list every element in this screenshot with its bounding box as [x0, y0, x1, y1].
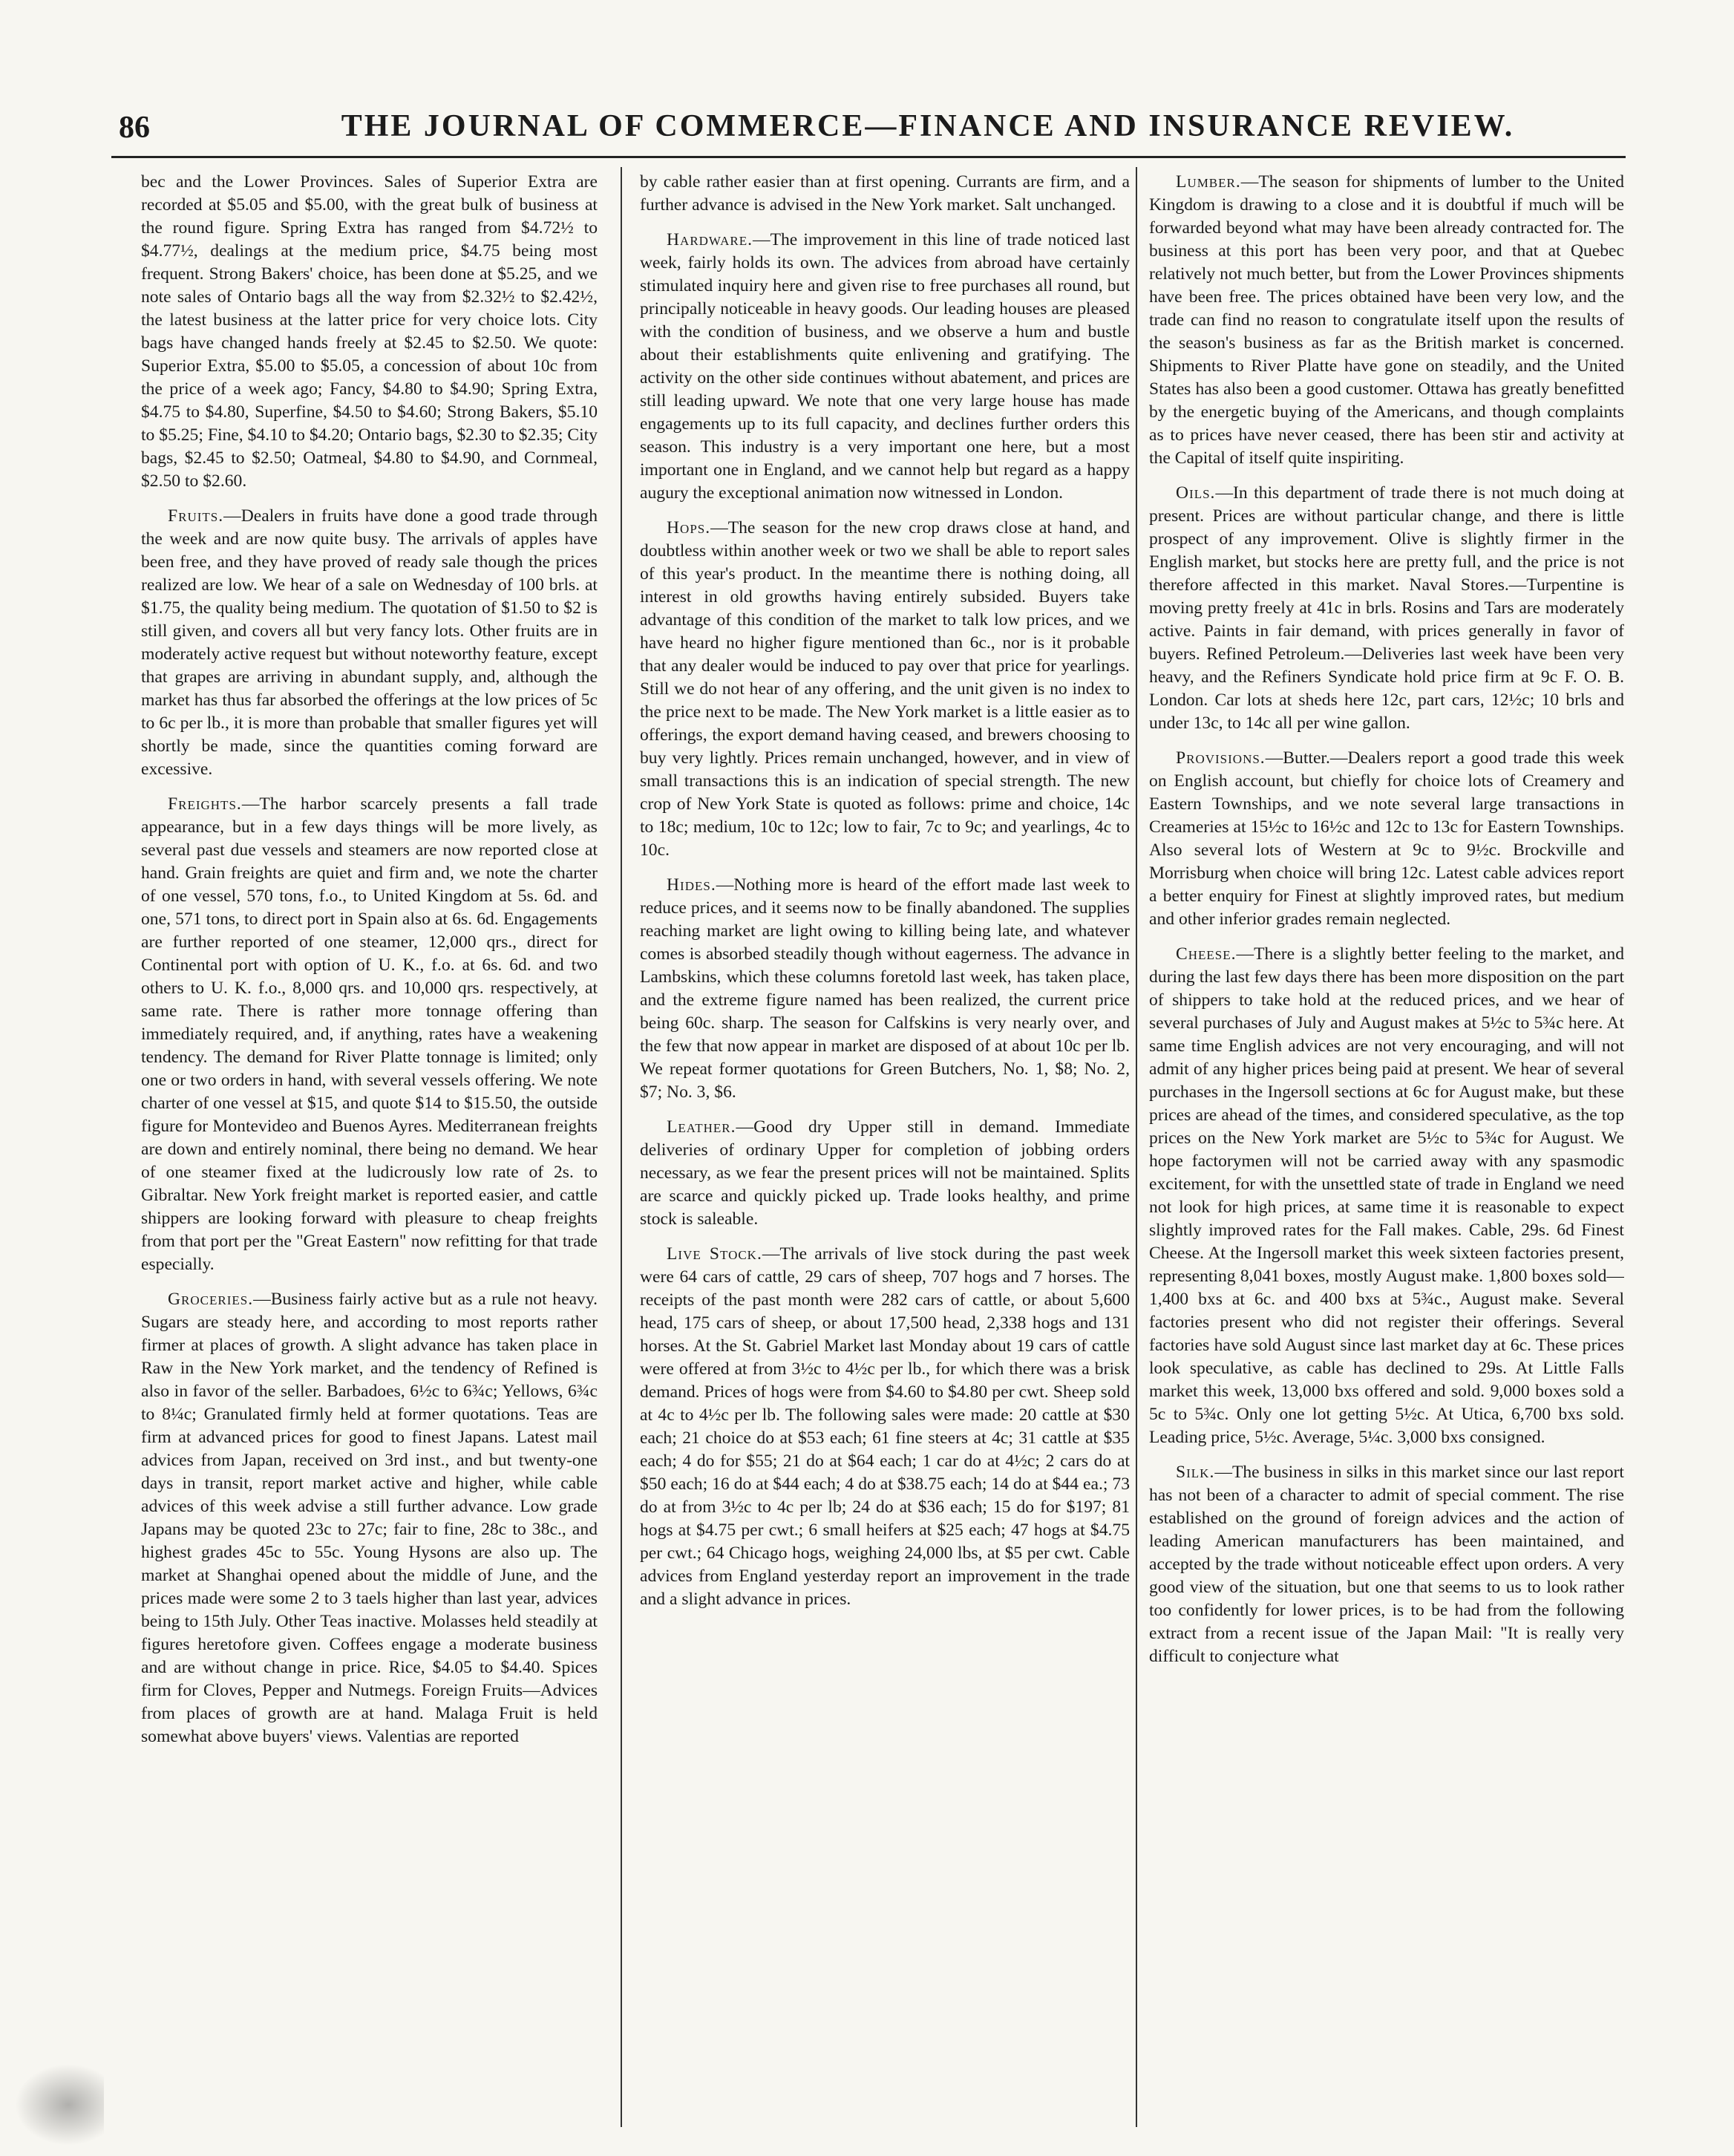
- article-paragraph: [640, 517, 1130, 862]
- column-3: [1149, 171, 1624, 2146]
- paragraph-text: bec and the Lower Provinces. Sales of Superior Extra are recorded at $5.05 and $5.00, with the great bulk of business at the round figure. Spring Extra has ranged from $4.72½ to $4.77½, dealings at the medium price, $4.75 being most frequent. Strong Bakers' choice, has been done at $5.25, and we note sales of Ontario bags all the way from $2.32½ to $2.42½, the latest business at the latter price for very choice lots. City bags have changed hands freely at $2.45 to $2.50. We quote: Superior Extra, $5.00 to $5.05, a concession of about 10c from the price of a week ago; Fancy, $4.80 to $4.90; Spring Extra, $4.75 to $4.80, Superfine, $4.50 to $4.60; Strong Bakers, $5.10 to $5.25; Fine, $4.10 to $4.20; Ontario bags, $2.30 to $2.35; City bags, $2.45 to $2.50; Oatmeal, $4.80 to $4.90, and Cornmeal, $2.50 to $2.60.: [141, 172, 598, 491]
- article-paragraph: [640, 1243, 1130, 1611]
- article-paragraph: [1149, 747, 1624, 931]
- article-paragraph: [1149, 482, 1624, 735]
- article-paragraph: [640, 171, 1130, 217]
- section-heading: Freights.: [168, 794, 242, 814]
- paragraph-text: by cable rather easier than at first opening. Currants are firm, and a further advance is advised in the New York market. Salt unchanged.: [640, 172, 1130, 215]
- article-paragraph: [640, 874, 1130, 1104]
- page-header: [111, 104, 1626, 148]
- article-paragraph: [640, 229, 1130, 505]
- paragraph-text: —Dealers in fruits have done a good trade through the week and are now quite busy. The arrivals of apples have been free, and they have proved of ready sale though the prices realized are low. We hear of a sale on Wednesday of 100 brls. at $1.75, the quality being medium. The quotation of $1.50 to $2 is still given, and covers all but very fancy lots. Other fruits are in moderately active request but without noteworthy feature, except that grapes are arriving in abundant supply, and, although the market has thus far absorbed the offerings at the low prices of 5c to 6c per lb., it is more than probable that smaller figures yet will shortly be made, since the quantities coming forward are excessive.: [141, 506, 598, 779]
- paragraph-text: —Good dry Upper still in demand. Immediate deliveries of ordinary Upper for completion of jobbing orders necessary, as we fear the present prices will not be maintained. Splits are scarce and quickly picked up. Trade looks healthy, and prime stock is saleable.: [640, 1117, 1130, 1229]
- article-paragraph: [1149, 1461, 1624, 1668]
- paragraph-text: —Business fairly active but as a rule not heavy. Sugars are steady here, and according to most reports rather firmer at places of growth. A slight advance has taken place in Raw in the New York market, and the tendency of Refined is also in favor of the seller. Barbadoes, 6½c to 6¾c; Yellows, 6¾c to 8¼c; Granulated firmly held at former quotations. Teas are firm at advanced prices for good to finest Japans. Latest mail advices from Japan, received on 3rd inst., and but twenty-one days in transit, report market active and higher, while cable advices of this week advise a still further advance. Low grade Japans may be quoted 23c to 27c; fair to fine, 28c to 38c., and highest grades 45c to 55c. Young Hysons are also up. The market at Shanghai opened about the middle of June, and the prices made were some 2 to 3 taels higher than last year, advices being to 15th July. Other Teas inactive. Molasses held steadily at figures heretofore given. Coffees engage a moderate business and are without change in price. Rice, $4.05 to $4.40. Spices firm for Cloves, Pepper and Nutmegs. Foreign Fruits—Advices from places of growth are at hand. Malaga Fruit is held somewhat above buyers' views. Valentias are reported: [141, 1290, 598, 1746]
- header-rule: [111, 156, 1626, 158]
- paragraph-text: —The business in silks in this market since our last report has not been of a character to admit of special comment. The rise established on the ground of foreign advices and the action of leading American manufacturers has been maintained, and accepted by the trade without noticeable effect upon orders. A very good view of the situation, but one that seems to us to look rather too confidently for lower prices, is to be had from the following extract from a recent issue of the Japan Mail: "It is really very difficult to conjecture what: [1149, 1463, 1624, 1666]
- page-title: THE JOURNAL OF COMMERCE—FINANCE AND INSURANCE REVIEW.: [341, 109, 1515, 143]
- article-paragraph: [141, 505, 598, 781]
- section-heading: Fruits.: [168, 506, 224, 526]
- section-heading: Lumber.: [1176, 172, 1241, 192]
- section-heading: Live Stock.: [667, 1244, 762, 1264]
- page-smudge: [15, 2064, 104, 2146]
- section-heading: Hops.: [667, 518, 711, 538]
- section-heading: Leather.: [667, 1117, 736, 1137]
- column-2: [640, 171, 1130, 2146]
- column-1: [141, 171, 598, 2146]
- paragraph-text: —There is a slightly better feeling to the market, and during the last few days there has been more disposition on the part of shippers to take hold at the reduced prices, and we hear of several purchases of July and August makes at 5½c to 5¾c here. At same time English advices are not very encouraging, and will not admit of any higher prices being paid at present. We hear of several purchases in the Ingersoll sections at 6c for August make, but these prices are ahead of the times, and considered speculative, as the top prices on the New York market are 5½c to 5¾c for August. We hope factorymen will not be carried away with any spasmodic excitement, for with the unsettled state of trade in England we need not look for high prices, at same time it is reasonable to expect slightly improved rates for the Fall makes. Cable, 29s. 6d Finest Cheese. At the Ingersoll market this week sixteen factories present, representing 8,041 boxes, mostly August make. 1,800 boxes sold—1,400 bxs at 6c. and 400 bxs at 5¾c., August make. Several factories present who did not register their offerings. Several factories have sold August since last market day at 6c. These prices look speculative, as cable has declined to 29s. At Little Falls market this week, 13,000 bxs offered and sold. 9,000 boxes sold a 5c to 5¾c. Only one lot getting 5½c. At Utica, 6,700 bxs sold. Leading price, 5½c. Average, 5¼c. 3,000 bxs consigned.: [1149, 944, 1624, 1447]
- section-heading: Hides.: [667, 875, 716, 895]
- article-paragraph: [141, 793, 598, 1276]
- article-paragraph: [1149, 171, 1624, 470]
- section-heading: Provisions.: [1176, 748, 1266, 768]
- column-divider: [1136, 167, 1137, 2127]
- article-paragraph: [141, 1288, 598, 1748]
- paragraph-text: —The improvement in this line of trade noticed last week, fairly holds its own. The advices from abroad have certainly stimulated inquiry here and given rise to free purchases all round, but principally noticeable in heavy goods. Our leading houses are pleased with the condition of business, and we observe a hum and bustle about their establishments quite enlivening and gratifying. The activity on the other side continues without abatement, and prices are still leading upward. We note that one very large house has made engagements up to its full capacity, and declines further orders this season. This industry is a very important one here, but a most important one in England, and we cannot help but regard as a happy augury the exceptional animation now witnessed in London.: [640, 230, 1130, 503]
- article-paragraph: [640, 1116, 1130, 1231]
- article-paragraph: [1149, 943, 1624, 1449]
- paragraph-text: —Butter.—Dealers report a good trade this week on English account, but chiefly for choice lots of Creamery and Eastern Townships, and we note several large transactions in Creameries at 15½c to 16½c and 12c to 13c for Eastern Townships. Also several lots of Western at 9c to 9½c. Brockville and Morrisburg when choice will bring 12c. Latest cable advices report a better enquiry for Finest at slightly improved rates, but medium and other inferior grades remain neglected.: [1149, 748, 1624, 929]
- column-divider: [621, 167, 622, 2127]
- paragraph-text: —The season for the new crop draws close at hand, and doubtless within another week or two we shall be able to report sales of this year's product. In the meantime there is nothing doing, all interest in old growths having entirely subsided. Buyers take advantage of this condition of the market to talk low prices, and we have heard no higher figure mentioned than 6c., nor is it probable that any dealer would be induced to pay over that price for yearlings. Still we do not hear of any offering, and the unit given is no index to the price next to be made. The New York market is a little easier as to offerings, the export demand having ceased, and brewers choosing to buy very lightly. Prices remain unchanged, however, and in view of small transactions this is an indication of special strength. The new crop of New York State is quoted as follows: prime and choice, 14c to 18c; medium, 10c to 12c; low to fair, 7c to 9c; and yearlings, 4c to 10c.: [640, 518, 1130, 860]
- paragraph-text: —Nothing more is heard of the effort made last week to reduce prices, and it seems now to be finally abandoned. The supplies reaching market are light owing to killing being late, and whatever comes is absorbed steadily though without eagerness. The advance in Lambskins, which these columns foretold last week, has taken place, and the extreme figure named has been realized, the current price being 60c. sharp. The season for Calfskins is very nearly over, and the few that now appear in market are disposed of at about 10c per lb. We repeat former quotations for Green Butchers, No. 1, $8; No. 2, $7; No. 3, $6.: [640, 875, 1130, 1102]
- paragraph-text: —In this department of trade there is not much doing at present. Prices are without particular change, and there is little prospect of any improvement. Olive is slightly firmer in the English market, but stocks here are pretty full, and the price is not therefore affected in this market. Naval Stores.—Turpentine is moving pretty freely at 41c in brls. Rosins and Tars are moderately active. Paints in fair demand, with prices generally in favor of buyers. Refined Petroleum.—Deliveries last week have been very heavy, and the Refiners Syndicate hold price firm at 9c F. O. B. London. Car lots at sheds here 12c, part cars, 12½c; 10 brls and under 13c, to 14c all per wine gallon.: [1149, 483, 1624, 733]
- section-heading: Groceries.: [168, 1290, 254, 1309]
- paragraph-text: —The harbor scarcely presents a fall trade appearance, but in a few days things will be more lively, as several past due vessels and steamers are now reported close at hand. Grain freights are quiet and firm and, we note the charter of one vessel, 570 tons, f.o., to United Kingdom at 5s. 6d. and one, 571 tons, to direct port in Spain also at 6s. 6d. Engagements are further reported of one steamer, 12,000 qrs., direct for Continental port with option of U. K., f.o. at 6s. 6d. and two others to U. K. f.o., 8,000 qrs. and 10,000 qrs. respectively, at same rate. There is rather more tonnage offering than immediately required, and, if anything, rates have a weakening tendency. The demand for River Platte tonnage is limited; only one or two orders in hand, with several vessels offering. We note charter of one vessel at $15, and quote $14 to $15.50, the outside figure for Montevideo and Buenos Ayres. Mediterranean freights are down and entirely nominal, there being no demand. We hear of one steamer fixed at the ludicrously low rate of 2s. to Gibraltar. New York freight market is reported easier, and cattle shippers are looking forward with pleasure to cheap freights from that port per the "Great Eastern" now refitting for that trade especially.: [141, 794, 598, 1274]
- page-number: 86: [119, 111, 150, 145]
- article-paragraph: [141, 171, 598, 493]
- section-heading: Cheese.: [1176, 944, 1237, 964]
- section-heading: Hardware.: [667, 230, 753, 249]
- paragraph-text: —The season for shipments of lumber to the United Kingdom is drawing to a close and it is doubtful if much will be forwarded beyond what may have been already contracted for. The business at this port has been very poor, and that at Quebec relatively not much better, but from the Lower Provinces shipments have been free. The prices obtained have been very low, and the trade can find no reason to congratulate itself upon the results of the season's business as far as the British market is concerned. Shipments to River Platte have gone on steadily, and the United States has also been a good customer. Ottawa has greatly benefitted by the energetic buying of the Americans, and though complaints as to prices have never ceased, there has been stir and activity at the Capital of itself quite inspiriting.: [1149, 172, 1624, 468]
- section-heading: Oils.: [1176, 483, 1216, 503]
- paragraph-text: —The arrivals of live stock during the past week were 64 cars of cattle, 29 cars of sheep, 707 hogs and 7 horses. The receipts of the past month were 282 cars of cattle, or about 5,600 head, 175 cars of sheep, or about 17,500 head, 2,338 hogs and 131 horses. At the St. Gabriel Market last Monday about 19 cars of cattle were offered at from 3½c to 4½c per lb., for which there was a brisk demand. Prices of hogs were from $4.60 to $4.80 per cwt. Sheep sold at 4c to 4½c per lb. The following sales were made: 20 cattle at $30 each; 21 choice do at $53 each; 61 fine steers at 4c; 31 cattle at $35 each; 4 do for $55; 21 do at $64 each; 1 car do at 4½c; 2 cars do at $50 each; 16 do at $44 each; 4 do at $38.75 each; 14 do at $44 ea.; 73 do at from 3½c to 4c per lb; 24 do at $36 each; 15 do for $197; 81 hogs at $4.75 per cwt.; 6 small heifers at $25 each; 47 hogs at $4.75 per cwt.; 64 Chicago hogs, weighing 24,000 lbs, at $5 per cwt. Cable advices from England yesterday report an improvement in the trade and a slight advance in prices.: [640, 1244, 1130, 1609]
- section-heading: Silk.: [1176, 1463, 1215, 1482]
